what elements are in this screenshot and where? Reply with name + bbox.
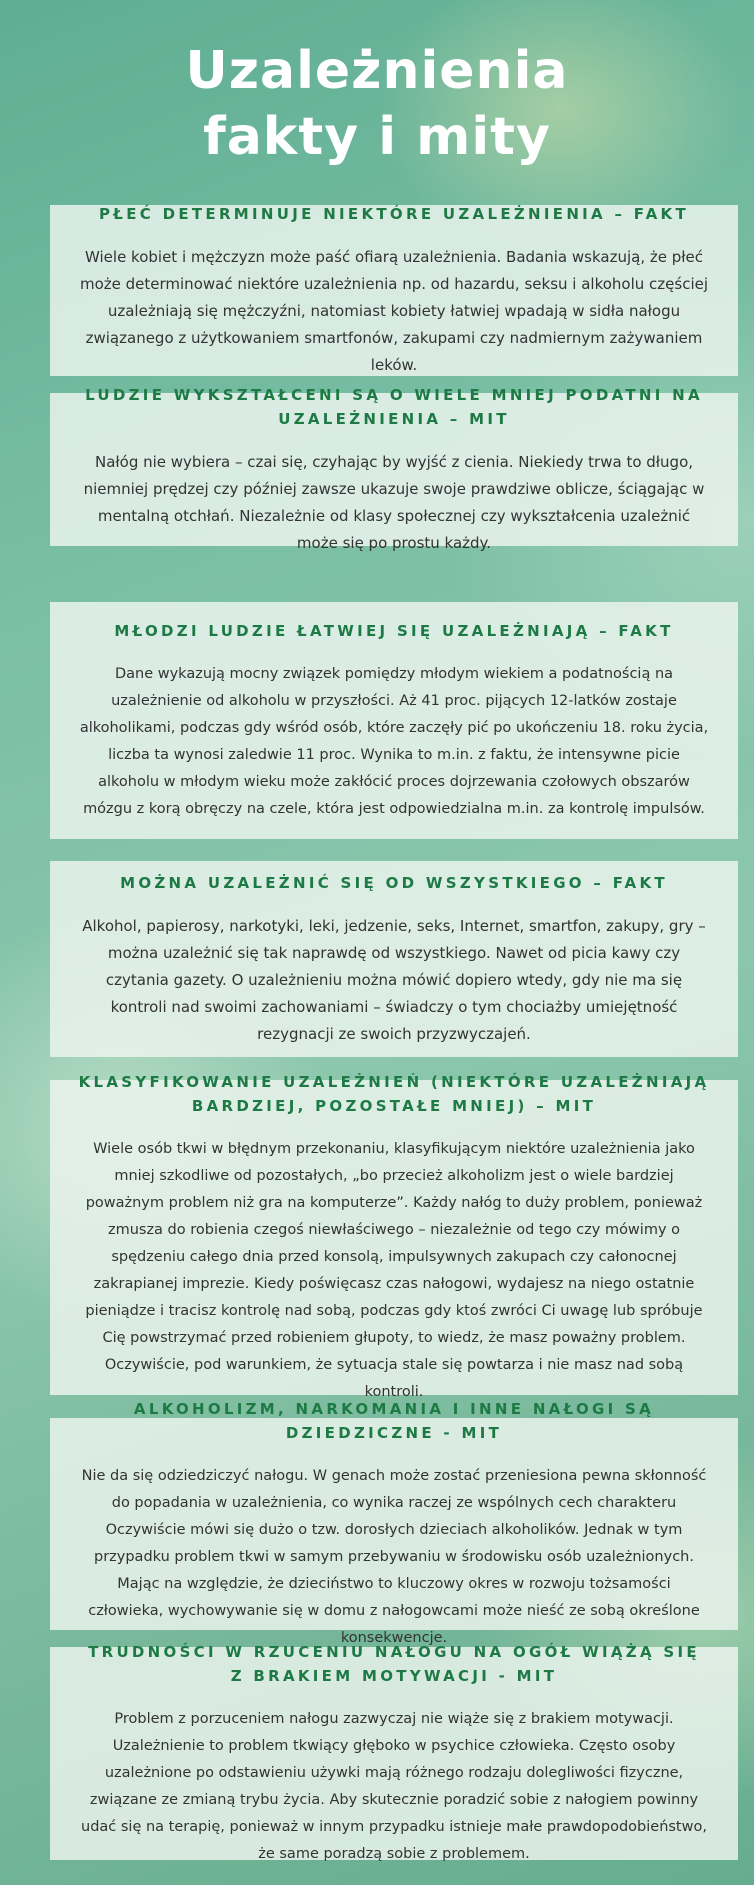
myth-card-heredity xyxy=(50,1399,738,1646)
card-text: Wiele kobiet i mężczyzn może paść ofiarą uzależnienia. Badania wskazują, że płeć może determinować niektóre uzależnienia np. od hazardu, seksu i alkoholu częściej uzależniają się mężczyźni, natomiast kobiety łatwiej wpadają w sidła nałogu związanego z użytkowaniem smartfonów, zakupami czy nadmiernym zażywaniem leków. xyxy=(79,248,709,374)
card-heading: LUDZIE WYKSZTAŁCENI SĄ O WIELE MNIEJ PODATNI NA UZALEŻNIENIA – MIT xyxy=(85,385,703,428)
card-heading: TRUDNOŚCI W RZUCENIU NAŁOGU NA OGÓŁ WIĄŻĄ SIĘ Z BRAKIEM MOTYWACJI - MIT xyxy=(88,1642,700,1685)
page-title xyxy=(0,38,754,170)
page-title-line-1: Uzależnienia xyxy=(185,41,569,101)
card-heading: KLASYFIKOWANIE UZALEŻNIEŃ (NIEKTÓRE UZALEŻNIAJĄ BARDZIEJ, POZOSTAŁE MNIEJ) – MIT xyxy=(78,1072,710,1115)
fact-card-young-people xyxy=(50,602,738,839)
myth-card-classification xyxy=(50,1072,738,1400)
card-heading: PŁEĆ DETERMINUJE NIEKTÓRE UZALEŻNIENIA – FAKT xyxy=(98,205,690,223)
myth-card-education xyxy=(50,385,738,552)
card-text: Wiele osób tkwi w błędnym przekonaniu, klasyfikującym niektóre uzależnienia jako mniej szkodliwe od pozostałych, „bo przecież alkoholizm jest o wiele bardziej poważnym problem niż gra na komputerze”. Każdy nałóg to duży problem, ponieważ zmusza do robienia czegoś niewłaściwego – niezależnie od tego czy mówimy o spędzeniu całego dnia przed konsolą, impulsywnych zakupach czy całonocnej zakrapianej imprezie. Kiedy poświęcasz czas nałogowi, wydajesz na niego ostatnie pieniądze i tracisz kontrolę nad sobą, podczas gdy ktoś zwróci Ci uwagę lub spróbuje Cię powstrzymać przed robieniem głupoty, to wiedz, że masz poważny problem. Oczywiście, pod warunkiem, że sytuacja stale się powtarza i nie masz nad sobą kontroli. xyxy=(85,1140,703,1400)
card-text: Nałóg nie wybiera – czai się, czyhając by wyjść z cienia. Niekiedy trwa to długo, niemniej prędzej czy później zawsze ukazuje swoje prawdziwe oblicze, ściągając w mentalną otchłań. Niezależnie od klasy społecznej czy wykształcenia uzależnić może się po prostu każdy. xyxy=(83,452,705,552)
card-text: Problem z porzuceniem nałogu zazwyczaj nie wiąże się z brakiem motywacji. Uzależnienie to problem tkwiący głęboko w psychice człowieka. Często osoby uzależnione po odstawieniu używki mają różnego rodzaju dolegliwości fizyczne, związane ze zmianą trybu życia. Aby skutecznie poradzić sobie z nałogiem powinny udać się na terapię, ponieważ w innym przypadku istnieje małe prawdopodobieństwo, że same poradzą sobie z problemem. xyxy=(81,1710,707,1862)
fact-card-everything xyxy=(50,861,738,1057)
card-text: Nie da się odziedziczyć nałogu. W genach może zostać przeniesiona pewna skłonność do popadania w uzależnienia, co wynika raczej ze wspólnych cech charakteru Oczywiście mówi się dużo o tzw. dorosłych dzieciach alkoholików. Jednak w tym przypadku problem tkwi w samym przebywaniu w środowisku osób uzależnionych. Mając na względzie, że dzieciństwo to kluczowy okres w rozwoju tożsamości człowieka, wychowywanie się w domu z nałogowcami może nieść ze sobą określone konsekwencje. xyxy=(81,1467,707,1646)
card-text: Alkohol, papierosy, narkotyki, leki, jedzenie, seks, Internet, smartfon, zakupy, gry – można uzależnić się tak naprawdę od wszystkiego. Nawet od picia kawy czy czytania gazety. O uzależnieniu można mówić dopiero wtedy, gdy nie ma się kontroli nad swoimi zachowaniami – świadczy o tym chociażby umiejętność rezygnacji ze swoich przyzwyczajeń. xyxy=(82,916,706,1043)
card-heading: ALKOHOLIZM, NARKOMANIA I INNE NAŁOGI SĄ DZIEDZICZNE - MIT xyxy=(133,1399,655,1442)
fact-card-gender xyxy=(50,205,738,376)
card-heading: MOŻNA UZALEŻNIĆ SIĘ OD WSZYSTKIEGO – FAKT xyxy=(120,873,668,892)
card-heading: MŁODZI LUDZIE ŁATWIEJ SIĘ UZALEŻNIAJĄ – FAKT xyxy=(114,621,674,640)
page-title-line-2: fakty i mity xyxy=(203,107,551,167)
myth-card-motivation xyxy=(50,1642,738,1862)
card-text: Dane wykazują mocny związek pomiędzy młodym wiekiem a podatnością na uzależnienie od alkoholu w przyszłości. Aż 41 proc. pijących 12-latków zostaje alkoholikami, podczas gdy wśród osób, które zaczęły pić po ukończeniu 18. roku życia, liczba ta wynosi zaledwie 11 proc. Wynika to m.in. z faktu, że intensywne picie alkoholu w młodym wieku może zakłócić proces dojrzewania czołowych obszarów mózgu z korą obręczy na czele, która jest odpowiedzialna m.in. za kontrolę impulsów. xyxy=(79,665,709,817)
